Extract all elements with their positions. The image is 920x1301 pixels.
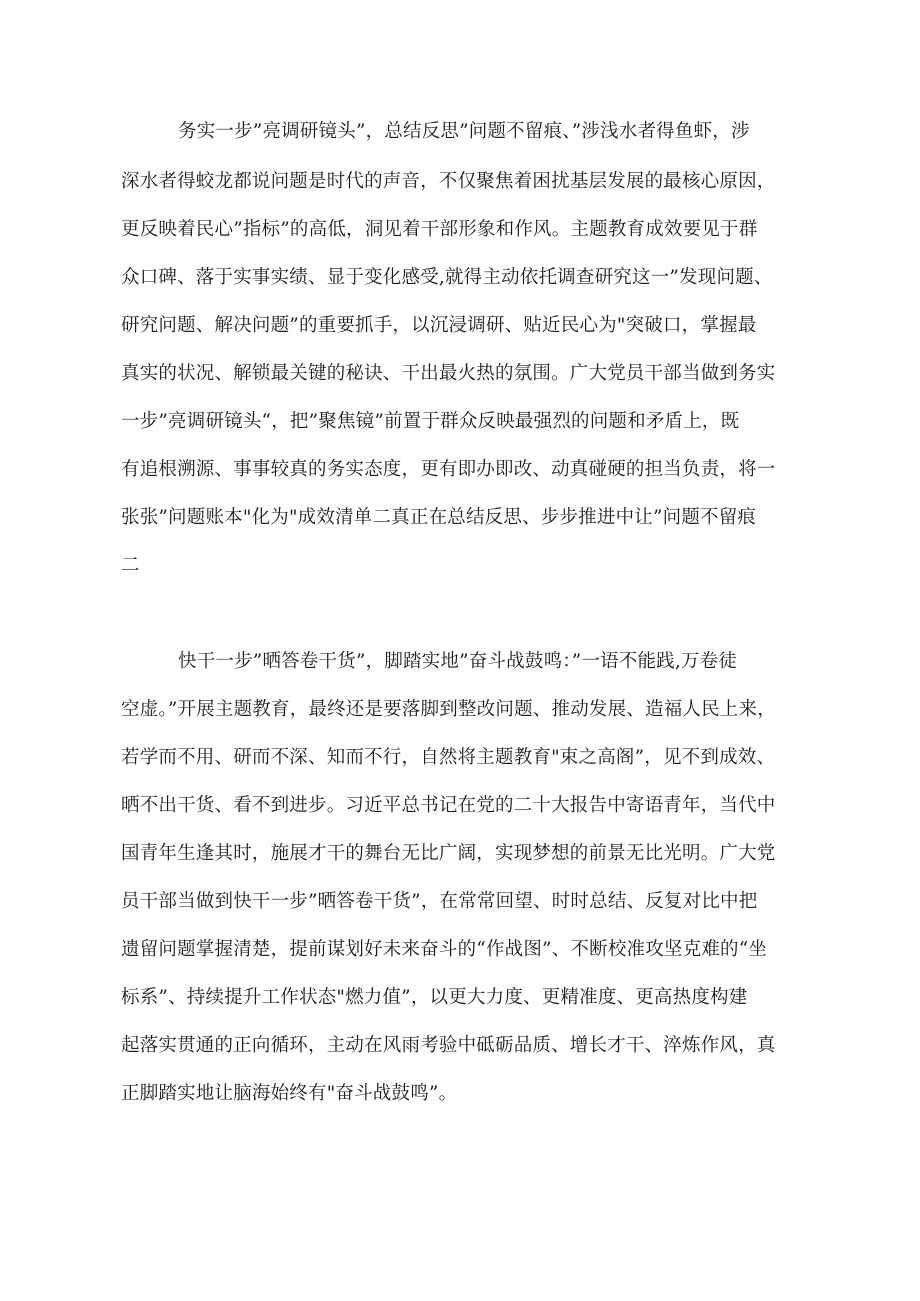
paragraph-1-line-8: 有追根溯源、事事较真的务实态度，更有即办即改、动真碰硬的担当负责，将一	[121, 459, 776, 480]
paragraph-2-line-3: 若学而不用、研而不深、知而不行，自然将主题教育"束之高阁”，见不到成效、	[121, 747, 776, 768]
paragraph-1-line-6: 真实的状况、解锁最关键的秘诀、干出最火热的氛围。广大党员干部当做到务实	[121, 363, 776, 384]
paragraph-2-line-4: 晒不出干货、看不到进步。习近平总书记在党的二十大报告中寄语青年，当代中	[121, 795, 776, 816]
paragraph-2-line-7: 遗留问题掌握清楚，提前谋划好未来奋斗的“作战图”、不断校准攻坚克难的“坐	[121, 939, 768, 960]
paragraph-2-line-5: 国青年生逢其时，施展才干的舞台无比广阔，实现梦想的前景无比光明。广大党	[121, 843, 776, 864]
paragraph-2-line-8: 标系”、持续提升工作状态"燃力值”，以更大力度、更精准度、更高热度构建	[121, 987, 748, 1008]
paragraph-2-line-10: 正脚踏实地让脑海始终有"奋斗战鼓鸣”。	[121, 1083, 458, 1104]
paragraph-1-line-10: 二	[121, 555, 140, 576]
paragraph-1-line-3: 更反映着民心”指标”的高低，洞见着干部形象和作风。主题教育成效要见于群	[121, 219, 758, 240]
paragraph-1-line-2: 深水者得蛟龙都说问题是时代的声音，不仅聚焦着困扰基层发展的最核心原因，	[121, 171, 776, 192]
paragraph-1-line-9: 张张”问题账本"化为"成效清单二真正在总结反思、步步推进中让”问题不留痕	[121, 507, 757, 528]
paragraph-1-line-4: 众口碑、落于实事实绩、显于变化感受,就得主动依托调查研究这一”发现问题、	[121, 267, 773, 288]
paragraph-2-line-1: 快干一步”晒答卷干货”，脚踏实地”奋斗战鼓鸣：”一语不能践,万卷徒	[178, 651, 738, 672]
paragraph-2-line-9: 起落实贯通的正向循环，主动在风雨考验中砥砺品质、增长才干、淬炼作风，真	[121, 1035, 776, 1056]
paragraph-1-line-1: 务实一步”亮调研镜头”，总结反思”问题不留痕、”涉浅水者得鱼虾，涉	[178, 121, 750, 142]
paragraph-1-line-7: 一步”亮调研镜头“，把”聚焦镜”前置于群众反映最强烈的问题和矛盾上，既	[121, 411, 740, 432]
paragraph-1-line-5: 研究问题、解决问题”的重要抓手，以沉浸调研、贴近民心为"突破口，掌握最	[121, 315, 757, 336]
paragraph-2-line-2: 空虚。”开展主题教育，最终还是要落脚到整改问题、推动发展、造福人民上来，	[121, 699, 776, 720]
paragraph-2-line-6: 员干部当做到快干一步”晒答卷干货”，在常常回望、时时总结、反复对比中把	[121, 891, 758, 912]
